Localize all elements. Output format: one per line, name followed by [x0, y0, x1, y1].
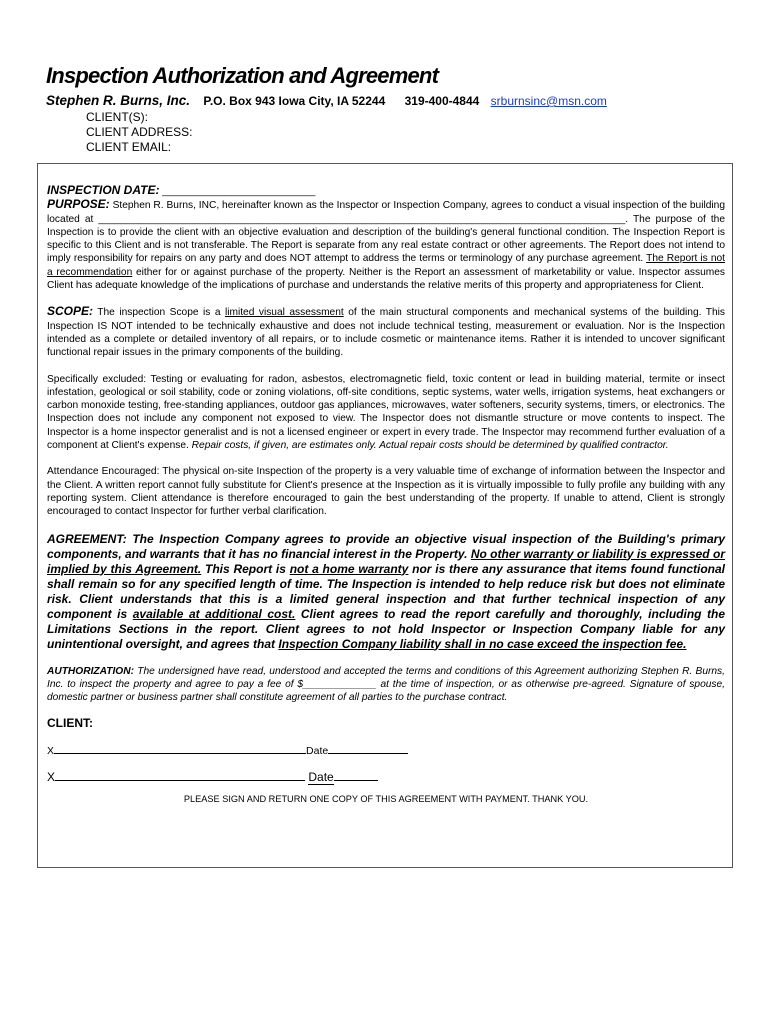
company-line: [46, 93, 746, 108]
signature-x-1: X: [47, 745, 55, 758]
agreement-paragraph: [47, 532, 725, 652]
agreement-text-2: This Report is: [205, 561, 286, 576]
purpose-text-3: either for or against purchase of the property. Neither is the Report an assessment of marketability or value. Inspector assumes Client has adequate knowledge of the implications of purchase and understands the relative merits of this property and appropriateness for Client.: [47, 266, 725, 292]
scope-underlined: limited visual assessment: [224, 307, 344, 319]
client-info-block: [86, 110, 746, 155]
purpose-paragraph: [47, 198, 725, 292]
agreement-box: [37, 163, 733, 868]
agreement-text-3: nor is there any assurance that items found functional shall remain so for any specified length of time. The Inspection is intended to help reduce risk but does not eliminate risk. Client understands that this is a limited general inspection and that further technical inspection of any component is: [47, 561, 726, 621]
signature-x-2: X: [47, 770, 56, 785]
document-title: Inspection Authorization and Agreement: [46, 63, 439, 88]
purpose-text-2: The purpose of the Inspection is to provide the client with an objective evaluation and description of the building's general functional condition. The Inspection Report is specific to this Client and is not transferable. The Report is separate from any real estate contract or other agreements. The Report does not intend to imply responsibility for repairs on any party and does NOT attempt to address the terms or terminology of any purchase agreement.: [47, 213, 725, 265]
agreement-underlined-3: available at additional cost.: [132, 606, 296, 621]
agreement-underlined-4: Inspection Company liability shall in no case exceed the inspection fee.: [278, 636, 687, 651]
date-label-1: Date: [306, 745, 329, 758]
excluded-italic: Repair costs, if given, are estimates only. Actual repair costs should be determined by qualified contractor.: [191, 440, 669, 452]
date-field-1[interactable]: [328, 743, 408, 754]
document-header: [46, 62, 746, 155]
agreement-section: [47, 532, 725, 652]
purpose-label: PURPOSE:: [47, 197, 110, 212]
footer-note: PLEASE SIGN AND RETURN ONE COPY OF THIS AGREEMENT WITH PAYMENT. THANK YOU.: [183, 794, 589, 805]
date-label-2: Date: [308, 770, 334, 785]
scope-label: SCOPE:: [47, 304, 94, 319]
purpose-text-1: Stephen R. Burns, INC, hereinafter known as the Inspector or Inspection Company, agrees to conduct a visual inspection of the building located at _____________________________________________________________________________________________.: [47, 200, 725, 225]
clients-label: CLIENT(S):: [86, 110, 149, 124]
inspection-date-label: INSPECTION DATE:: [47, 183, 160, 197]
company-phone: 319-400-4844: [404, 94, 480, 108]
scope-text-2: of the main structural components and mechanical systems of the building. This Inspection IS NOT intended to be technically exhaustive and does not include technical testing, measurement or evaluation. Nor is the Inspection intended as a complete or detailed inventory of all repairs, or to include cosmetic or maintenance items. Rather it is intended to uncover significant functional repair issues in the primary components of the building.: [47, 307, 725, 359]
excluded-text: Specifically excluded: Testing or evaluating for radon, asbestos, electromagnetic field, toxic content or lead in building material, termite or insect infestation, geological or soil stability, code or zoning violations, off-site conditions, septic systems, water wells, irrigation systems, heat exchangers or carbon monoxide testing, free-standing appliances, outdoor gas appliances, microwaves, water softeners, security systems, timers, or electronics. The Inspection does not include any component not exposed to view. The Inspector does not dismantle structure or move contents to inspect. The Inspector is a home inspector generalist and is not a licensed engineer or expert in every trade. The Inspector may recommend further evaluation of a component at Client's expense.: [47, 373, 725, 452]
client-address-label: CLIENT ADDRESS:: [86, 125, 193, 139]
client-email-label: CLIENT EMAIL:: [86, 140, 172, 154]
inspection-date-blank[interactable]: ___________________________: [162, 186, 316, 197]
company-email-link[interactable]: srburnsinc@msn.com: [490, 94, 607, 108]
inspection-date-line: [47, 184, 725, 198]
signature-line-1: [47, 743, 725, 757]
authorization-label: AUTHORIZATION:: [47, 665, 134, 677]
signature-field-1[interactable]: [54, 743, 306, 754]
purpose-underlined: The Report is not a recommendation: [47, 253, 725, 278]
agreement-underlined-2: not a home warranty: [289, 561, 409, 576]
excluded-paragraph: [47, 373, 725, 453]
scope-text-1: The inspection Scope is a: [97, 307, 221, 319]
client-signature-label: CLIENT:: [47, 716, 93, 731]
company-address: P.O. Box 943 Iowa City, IA 52244: [203, 94, 386, 108]
agreement-text-4: Client agrees to read the report carefully and thoroughly, including the Limitations Sections in the report. Client agrees to not hold Inspector or Inspection Company liable for any unintentional oversight, and agrees that: [47, 606, 726, 651]
authorization-paragraph: [47, 665, 725, 705]
company-name: Stephen R. Burns, Inc.: [46, 93, 191, 108]
agreement-underlined-1: No other warranty or liability is expressed or implied by this Agreement.: [47, 546, 725, 576]
signature-field-2[interactable]: [55, 768, 305, 781]
signature-line-2: [47, 768, 725, 784]
scope-paragraph: [47, 305, 725, 359]
authorization-text: The undersigned have read, understood and accepted the terms and conditions of this Agreement authorizing Stephen R. Burns, Inc. to inspect the property and agree to pay a fee of $_____________ at the time of inspection, or as otherwise pre-agreed. Signature of spouse, domestic partner or business partner shall constitute agreement of all parties to the purchase contract.: [47, 665, 725, 704]
attendance-paragraph: Attendance Encouraged: The physical on-site Inspection of the property is a very valuable time of exchange of information between the Inspector and the Client. A written report cannot fully substitute for Client's presence at the Inspection as it is virtually impossible to fully profile any building with any reporting system. Client attendance is therefore encouraged to gain the best understanding of the property. If unable to attend, Client is strongly encouraged to contact Inspector for further verbal clarification.: [47, 466, 725, 518]
agreement-text-1: AGREEMENT: The Inspection Company agrees to provide an objective visual inspection of the Building's primary components, and warrants that it has no financial interest in the Property.: [47, 531, 725, 561]
date-field-2[interactable]: [334, 768, 378, 781]
